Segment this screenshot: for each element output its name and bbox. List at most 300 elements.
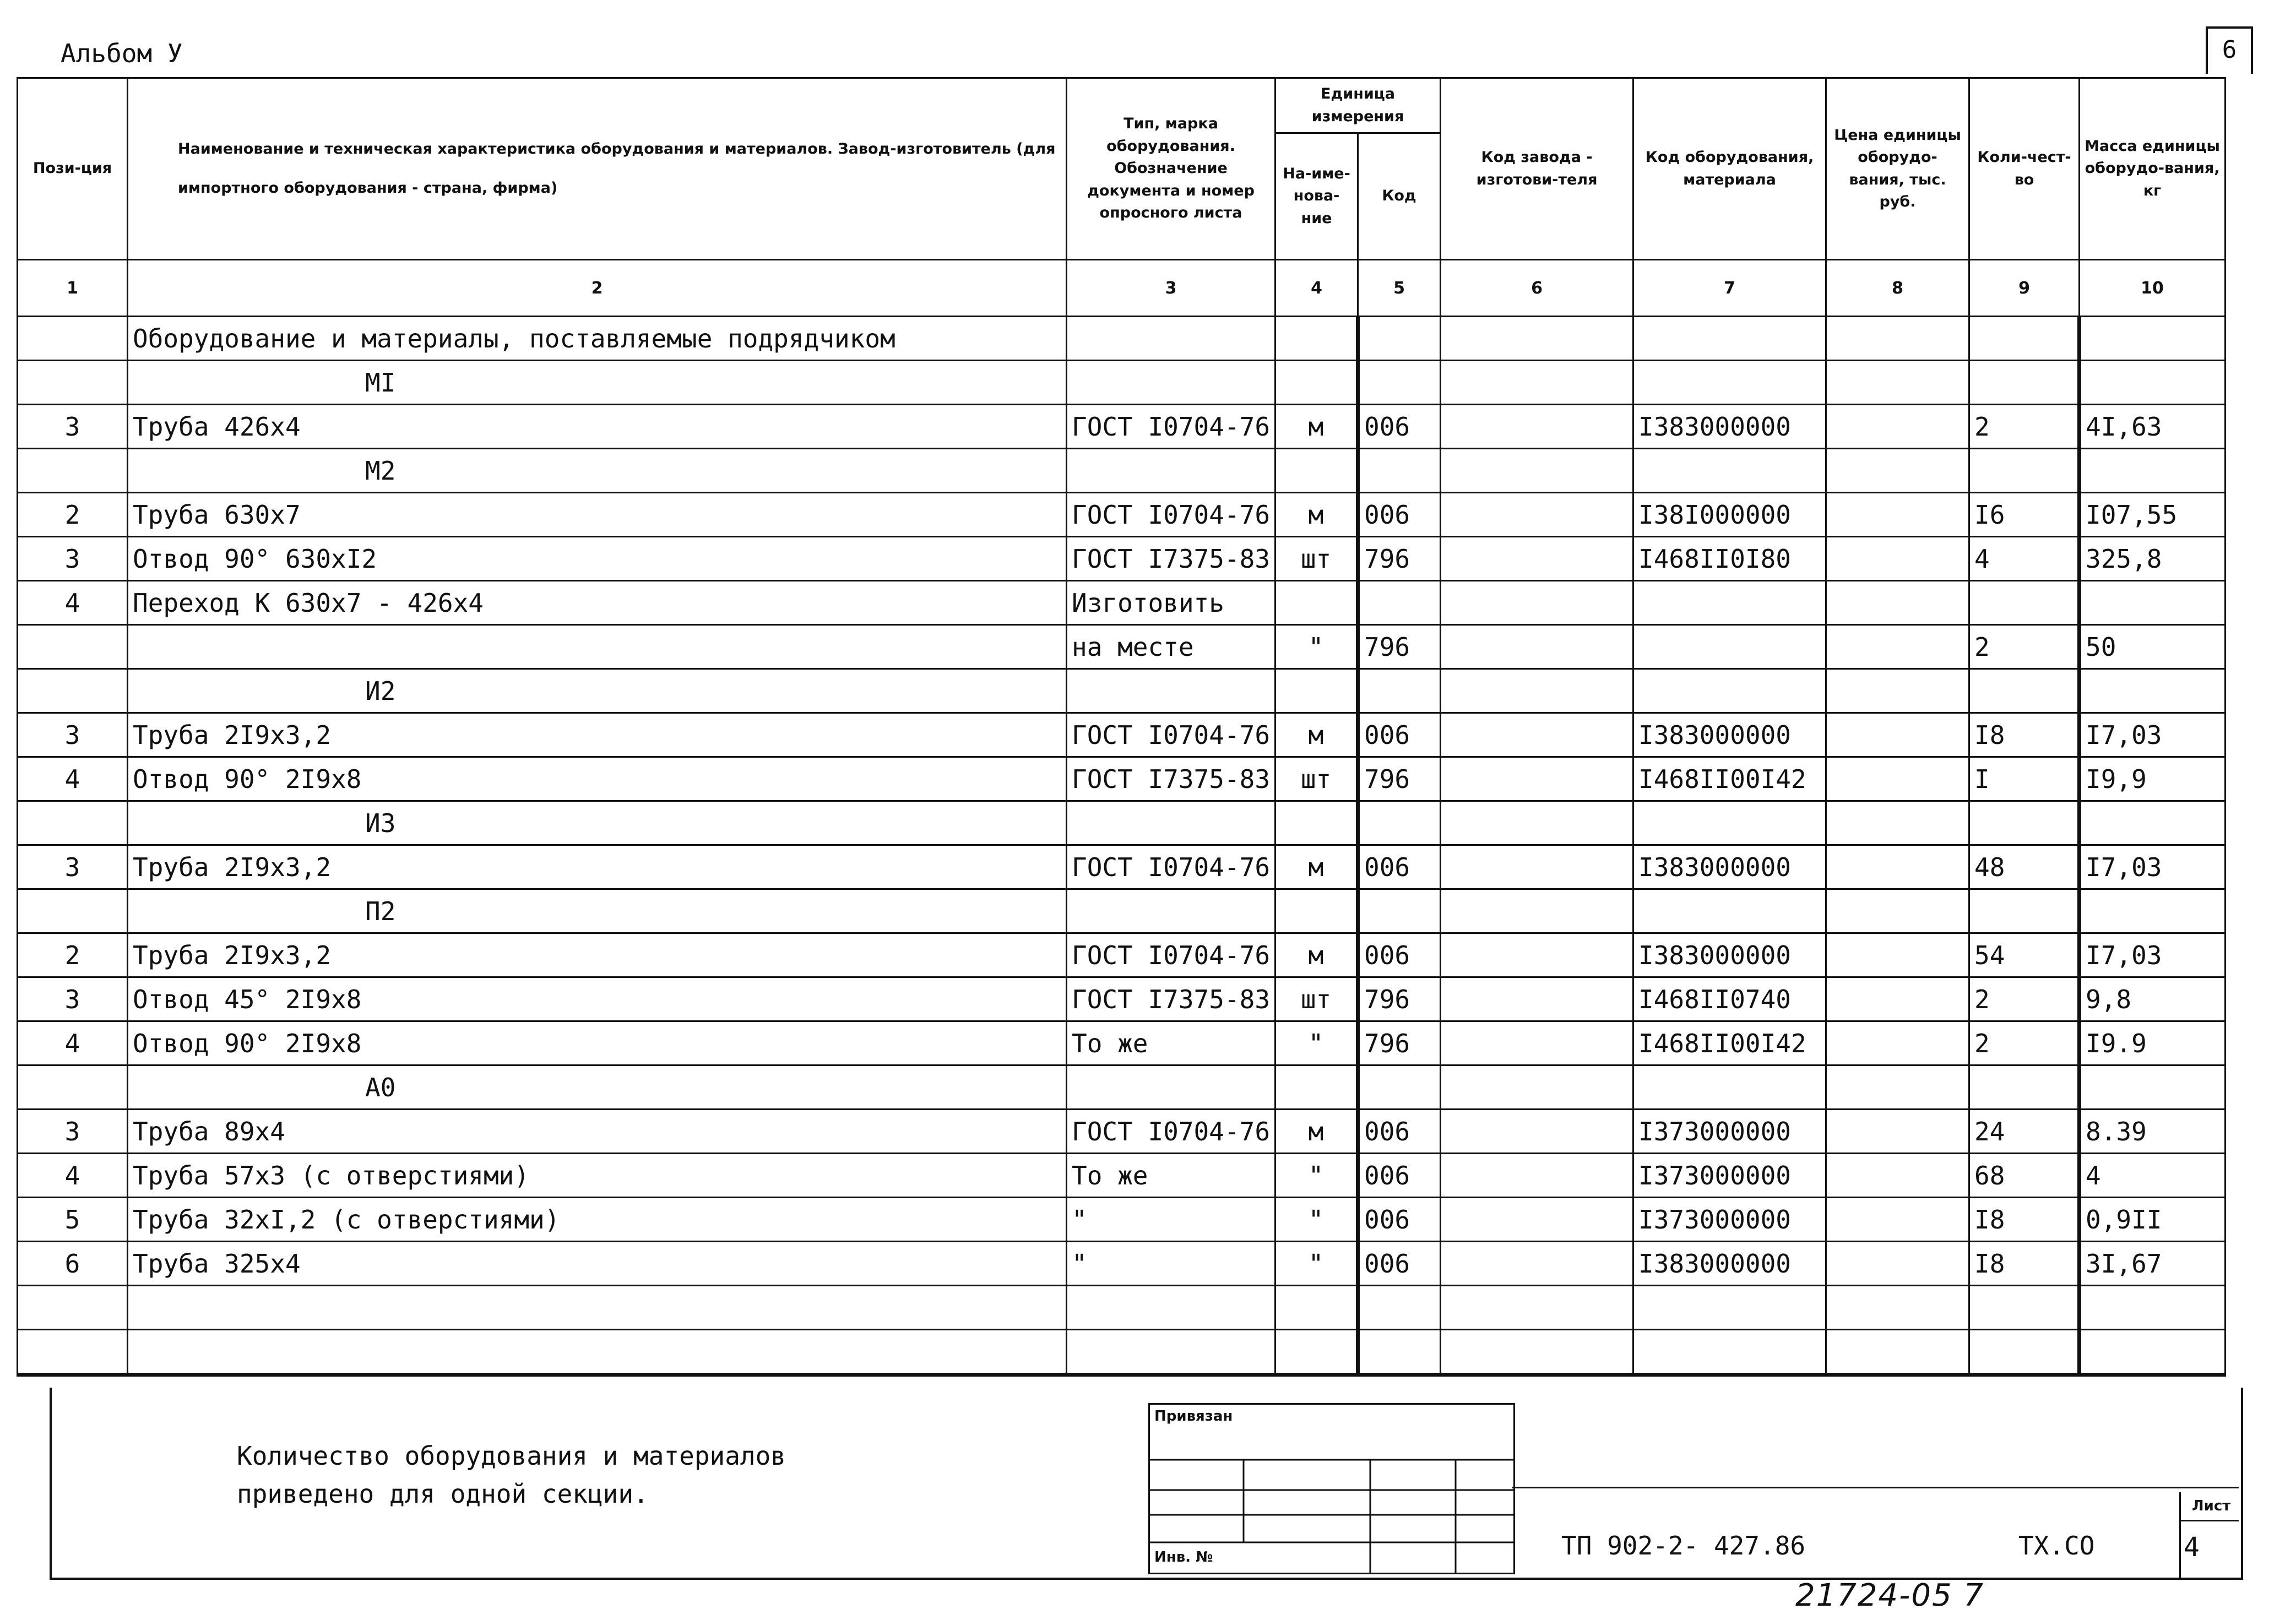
equipment-code-cell — [1633, 361, 1826, 405]
type-cell: ГОСТ I0704-76 — [1067, 1110, 1275, 1154]
equipment-code-cell: I468II00I42 — [1633, 1021, 1826, 1065]
quantity-cell — [1969, 317, 2080, 361]
type-cell: " — [1067, 1198, 1275, 1242]
table-row — [18, 845, 2226, 889]
type-cell — [1067, 669, 1275, 713]
group-label — [128, 801, 1067, 845]
quantity-cell: 2 — [1969, 977, 2080, 1021]
price-cell — [1826, 1330, 1969, 1375]
factory-code-cell — [1441, 493, 1633, 537]
unit-cell — [1275, 449, 1358, 493]
pos-cell: 2 — [18, 493, 128, 537]
quantity-cell: 2 — [1969, 1021, 2080, 1065]
header-unit-group: Единица измерения — [1275, 78, 1441, 133]
document-mark: ТХ.СО — [2018, 1531, 2095, 1561]
mass-cell: 325,8 — [2080, 537, 2226, 581]
header-name: Наименование и техническая характеристика оборудования и материалов. Завод-изготовитель (для импортного оборудования - страна, фирма) — [128, 78, 1067, 260]
column-number: 5 — [1358, 260, 1441, 317]
equipment-code-cell: I383000000 — [1633, 933, 1826, 977]
name-cell — [128, 1286, 1067, 1330]
type-cell — [1067, 361, 1275, 405]
table-row — [18, 977, 2226, 1021]
mass-cell — [2080, 889, 2226, 933]
factory-code-cell — [1441, 889, 1633, 933]
unit-cell: шт — [1275, 977, 1358, 1021]
pos-cell: 4 — [18, 1154, 128, 1198]
factory-code-cell — [1441, 625, 1633, 669]
equipment-code-cell: I468II0I80 — [1633, 537, 1826, 581]
equipment-code-cell — [1633, 1286, 1826, 1330]
type-cell — [1067, 1330, 1275, 1375]
pos-cell — [18, 1330, 128, 1375]
quantity-cell — [1969, 889, 2080, 933]
factory-code-cell — [1441, 581, 1633, 625]
factory-code-cell — [1441, 933, 1633, 977]
quantity-cell — [1969, 669, 2080, 713]
equipment-code-cell — [1633, 581, 1826, 625]
stamp-grid — [1150, 1405, 1513, 1573]
header-quantity: Коли-чест-во — [1969, 78, 2080, 260]
unit-cell: м — [1275, 405, 1358, 449]
quantity-cell — [1969, 449, 2080, 493]
unit-code-cell: 006 — [1358, 845, 1441, 889]
unit-code-cell — [1358, 801, 1441, 845]
binding-stamp — [1148, 1403, 1515, 1574]
unit-cell: " — [1275, 1154, 1358, 1198]
column-number: 2 — [128, 260, 1067, 317]
table-row — [18, 1330, 2226, 1375]
price-cell — [1826, 1198, 1969, 1242]
name-cell: Отвод 45° 2I9х8 — [128, 977, 1067, 1021]
pos-cell — [18, 801, 128, 845]
stamp-inventory-label: Инв. № — [1154, 1549, 1213, 1565]
group-label-text: И2 — [365, 676, 396, 706]
type-cell — [1067, 317, 1275, 361]
group-row — [18, 361, 2226, 405]
factory-code-cell — [1441, 537, 1633, 581]
unit-code-cell — [1358, 581, 1441, 625]
column-number: 7 — [1633, 260, 1826, 317]
factory-code-cell — [1441, 1242, 1633, 1286]
quantity-cell — [1969, 1065, 2080, 1110]
name-cell: Труба 2I9х3,2 — [128, 933, 1067, 977]
column-number: 9 — [1969, 260, 2080, 317]
quantity-cell: I — [1969, 757, 2080, 801]
factory-code-cell — [1441, 757, 1633, 801]
quantity-cell — [1969, 361, 2080, 405]
price-cell — [1826, 977, 1969, 1021]
unit-cell — [1275, 1065, 1358, 1110]
price-cell — [1826, 405, 1969, 449]
name-cell — [128, 1330, 1067, 1375]
group-row — [18, 889, 2226, 933]
quantity-cell — [1969, 1330, 2080, 1375]
name-cell: Труба 2I9х3,2 — [128, 713, 1067, 757]
unit-cell — [1275, 889, 1358, 933]
type-cell — [1067, 889, 1275, 933]
type-cell: ГОСТ I7375-83 — [1067, 977, 1275, 1021]
pos-cell — [18, 889, 128, 933]
type-cell: ГОСТ I7375-83 — [1067, 537, 1275, 581]
document-code: ТП 902-2- 427.86 — [1561, 1531, 1806, 1561]
unit-cell — [1275, 581, 1358, 625]
name-cell: Труба 57х3 (с отверстиями) — [128, 1154, 1067, 1198]
name-cell: Отвод 90° 2I9х8 — [128, 1021, 1067, 1065]
table-body — [18, 317, 2226, 1375]
unit-code-cell: 006 — [1358, 1242, 1441, 1286]
mass-cell — [2080, 581, 2226, 625]
note-line: Количество оборудования и материалов — [237, 1441, 786, 1471]
unit-code-cell — [1358, 317, 1441, 361]
table-row — [18, 537, 2226, 581]
factory-code-cell — [1441, 1154, 1633, 1198]
table-row — [18, 713, 2226, 757]
unit-cell: м — [1275, 933, 1358, 977]
quantity-cell: I8 — [1969, 1242, 2080, 1286]
unit-cell — [1275, 1286, 1358, 1330]
pos-cell — [18, 625, 128, 669]
unit-cell — [1275, 801, 1358, 845]
name-cell: Труба 630х7 — [128, 493, 1067, 537]
group-label — [128, 1065, 1067, 1110]
mass-cell: I7,03 — [2080, 933, 2226, 977]
name-cell: Труба 32хI,2 (с отверстиями) — [128, 1198, 1067, 1242]
table-row — [18, 493, 2226, 537]
mass-cell: I9.9 — [2080, 1021, 2226, 1065]
mass-cell: 8.39 — [2080, 1110, 2226, 1154]
group-label-text: М2 — [365, 455, 396, 486]
unit-cell: шт — [1275, 537, 1358, 581]
price-cell — [1826, 845, 1969, 889]
price-cell — [1826, 1021, 1969, 1065]
mass-cell — [2080, 1330, 2226, 1375]
pos-cell — [18, 1065, 128, 1110]
equipment-code-cell: I373000000 — [1633, 1198, 1826, 1242]
group-row — [18, 1065, 2226, 1110]
price-cell — [1826, 361, 1969, 405]
unit-cell: м — [1275, 845, 1358, 889]
type-cell — [1067, 1065, 1275, 1110]
equipment-code-cell: I468II00I42 — [1633, 757, 1826, 801]
column-number: 3 — [1067, 260, 1275, 317]
header-unit-name: На-име-нова-ние — [1275, 133, 1358, 260]
factory-code-cell — [1441, 1110, 1633, 1154]
mass-cell: 9,8 — [2080, 977, 2226, 1021]
equipment-code-cell: I383000000 — [1633, 845, 1826, 889]
mass-cell — [2080, 1065, 2226, 1110]
group-label-text: П2 — [365, 896, 396, 926]
price-cell — [1826, 1065, 1969, 1110]
quantity-cell: I6 — [1969, 493, 2080, 537]
header-pos: Пози-ция — [18, 78, 128, 260]
type-cell: ГОСТ I0704-76 — [1067, 845, 1275, 889]
table-row — [18, 1286, 2226, 1330]
unit-cell: " — [1275, 1021, 1358, 1065]
type-cell: ГОСТ I0704-76 — [1067, 713, 1275, 757]
quantity-cell: 4 — [1969, 537, 2080, 581]
equipment-code-cell: I373000000 — [1633, 1110, 1826, 1154]
equipment-code-cell: I383000000 — [1633, 1242, 1826, 1286]
mass-cell — [2080, 449, 2226, 493]
unit-cell: " — [1275, 1198, 1358, 1242]
mass-cell — [2080, 317, 2226, 361]
price-cell — [1826, 537, 1969, 581]
factory-code-cell — [1441, 669, 1633, 713]
table-header — [18, 78, 2226, 317]
mass-cell: 0,9II — [2080, 1198, 2226, 1242]
group-label — [128, 669, 1067, 713]
group-row — [18, 449, 2226, 493]
header-unit-code: Код — [1358, 133, 1441, 260]
unit-code-cell — [1358, 889, 1441, 933]
unit-cell: " — [1275, 625, 1358, 669]
group-row — [18, 669, 2226, 713]
quantity-cell: I8 — [1969, 1198, 2080, 1242]
unit-code-cell: 006 — [1358, 493, 1441, 537]
equipment-code-cell — [1633, 801, 1826, 845]
album-label: Альбом У — [61, 39, 183, 68]
price-cell — [1826, 625, 1969, 669]
price-cell — [1826, 713, 1969, 757]
mass-cell: 3I,67 — [2080, 1242, 2226, 1286]
price-cell — [1826, 493, 1969, 537]
unit-cell — [1275, 1330, 1358, 1375]
column-number-row — [18, 260, 2226, 317]
equipment-code-cell: I383000000 — [1633, 405, 1826, 449]
column-number: 1 — [18, 260, 128, 317]
quantity-cell: 48 — [1969, 845, 2080, 889]
page-number: 6 — [2222, 35, 2237, 64]
unit-cell: м — [1275, 493, 1358, 537]
pos-cell — [18, 449, 128, 493]
unit-code-cell — [1358, 1330, 1441, 1375]
price-cell — [1826, 1110, 1969, 1154]
price-cell — [1826, 317, 1969, 361]
price-cell — [1826, 669, 1969, 713]
pos-cell: 3 — [18, 1110, 128, 1154]
quantity-cell: 68 — [1969, 1154, 2080, 1198]
name-cell: Отвод 90° 2I9х8 — [128, 757, 1067, 801]
group-label-text: МI — [365, 367, 396, 398]
quantity-cell — [1969, 801, 2080, 845]
factory-code-cell — [1441, 1021, 1633, 1065]
sheet-number: 4 — [2184, 1532, 2200, 1563]
type-cell: на месте — [1067, 625, 1275, 669]
factory-code-cell — [1441, 1065, 1633, 1110]
equipment-code-cell — [1633, 625, 1826, 669]
column-number: 8 — [1826, 260, 1969, 317]
equipment-code-cell: I38I000000 — [1633, 493, 1826, 537]
price-cell — [1826, 933, 1969, 977]
unit-code-cell: 796 — [1358, 977, 1441, 1021]
pos-cell: 2 — [18, 933, 128, 977]
title-block-divider — [1512, 1487, 2239, 1488]
unit-code-cell: 796 — [1358, 625, 1441, 669]
table-row — [18, 1021, 2226, 1065]
price-cell — [1826, 801, 1969, 845]
factory-code-cell — [1441, 801, 1633, 845]
sheet-label: Лист — [2192, 1498, 2231, 1514]
table-row — [18, 1242, 2226, 1286]
type-cell: То же — [1067, 1021, 1275, 1065]
type-cell: Изготовить — [1067, 581, 1275, 625]
pos-cell — [18, 1286, 128, 1330]
equipment-code-cell — [1633, 1330, 1826, 1375]
pos-cell: 6 — [18, 1242, 128, 1286]
factory-code-cell — [1441, 317, 1633, 361]
factory-code-cell — [1441, 713, 1633, 757]
pos-cell: 4 — [18, 1021, 128, 1065]
table-row — [18, 1198, 2226, 1242]
header-mass: Масса единицы оборудо-вания, кг — [2080, 78, 2226, 260]
header-equipment-code: Код оборудования, материала — [1633, 78, 1826, 260]
equipment-code-cell — [1633, 1065, 1826, 1110]
quantity-cell: 24 — [1969, 1110, 2080, 1154]
column-number: 4 — [1275, 260, 1358, 317]
mass-cell: I7,03 — [2080, 845, 2226, 889]
name-cell: Переход К 630х7 - 426х4 — [128, 581, 1067, 625]
price-cell — [1826, 1154, 1969, 1198]
type-cell: ГОСТ I0704-76 — [1067, 405, 1275, 449]
mass-cell: 50 — [2080, 625, 2226, 669]
column-number: 6 — [1441, 260, 1633, 317]
equipment-code-cell — [1633, 317, 1826, 361]
unit-cell: м — [1275, 713, 1358, 757]
price-cell — [1826, 757, 1969, 801]
mass-cell: 4I,63 — [2080, 405, 2226, 449]
factory-code-cell — [1441, 405, 1633, 449]
unit-code-cell: 796 — [1358, 757, 1441, 801]
mass-cell: I9,9 — [2080, 757, 2226, 801]
pos-cell: 3 — [18, 977, 128, 1021]
unit-code-cell: 006 — [1358, 933, 1441, 977]
mass-cell: 4 — [2080, 1154, 2226, 1198]
quantity-cell: 2 — [1969, 625, 2080, 669]
unit-code-cell: 006 — [1358, 713, 1441, 757]
group-label-text: И3 — [365, 808, 396, 838]
name-cell: Труба 426х4 — [128, 405, 1067, 449]
type-cell — [1067, 801, 1275, 845]
type-cell: ГОСТ I0704-76 — [1067, 933, 1275, 977]
type-cell: То же — [1067, 1154, 1275, 1198]
price-cell — [1826, 449, 1969, 493]
quantity-cell — [1969, 1286, 2080, 1330]
price-cell — [1826, 1286, 1969, 1330]
table-row — [18, 933, 2226, 977]
table-row — [18, 581, 2226, 625]
unit-code-cell: 006 — [1358, 1198, 1441, 1242]
equipment-code-cell: I468II0740 — [1633, 977, 1826, 1021]
unit-cell — [1275, 317, 1358, 361]
sheet-divider — [2179, 1520, 2239, 1521]
unit-code-cell: 006 — [1358, 405, 1441, 449]
pos-cell — [18, 669, 128, 713]
name-cell: Труба 325х4 — [128, 1242, 1067, 1286]
quantity-cell — [1969, 581, 2080, 625]
factory-code-cell — [1441, 977, 1633, 1021]
unit-cell — [1275, 361, 1358, 405]
mass-cell — [2080, 361, 2226, 405]
stamp-bound-label: Привязан — [1154, 1408, 1233, 1425]
unit-cell: м — [1275, 1110, 1358, 1154]
pos-cell — [18, 361, 128, 405]
pos-cell: 3 — [18, 845, 128, 889]
type-cell — [1067, 1286, 1275, 1330]
factory-code-cell — [1441, 449, 1633, 493]
pos-cell: 4 — [18, 581, 128, 625]
table-row — [18, 1110, 2226, 1154]
header-factory-code: Код завода - изготови-теля — [1441, 78, 1633, 260]
column-number: 10 — [2080, 260, 2226, 317]
pos-cell: 3 — [18, 405, 128, 449]
type-cell: " — [1067, 1242, 1275, 1286]
name-cell — [128, 625, 1067, 669]
equipment-code-cell — [1633, 889, 1826, 933]
factory-code-cell — [1441, 1330, 1633, 1375]
group-label-text: А0 — [365, 1072, 396, 1102]
group-label — [128, 889, 1067, 933]
pos-cell: 3 — [18, 537, 128, 581]
unit-cell: " — [1275, 1242, 1358, 1286]
factory-code-cell — [1441, 361, 1633, 405]
unit-code-cell: 796 — [1358, 537, 1441, 581]
page-number-box — [2206, 26, 2253, 74]
unit-code-cell — [1358, 449, 1441, 493]
table-row — [18, 625, 2226, 669]
group-label — [128, 449, 1067, 493]
group-row — [18, 801, 2226, 845]
note-line: приведено для одной секции. — [237, 1479, 649, 1509]
name-cell: Труба 2I9х3,2 — [128, 845, 1067, 889]
mass-cell — [2080, 669, 2226, 713]
unit-code-cell — [1358, 1065, 1441, 1110]
pos-cell: 5 — [18, 1198, 128, 1242]
equipment-code-cell — [1633, 449, 1826, 493]
mass-cell — [2080, 801, 2226, 845]
name-cell: Отвод 90° 630хI2 — [128, 537, 1067, 581]
mass-cell: I7,03 — [2080, 713, 2226, 757]
name-cell: Труба 89х4 — [128, 1110, 1067, 1154]
footer-note — [237, 1437, 786, 1513]
header-price: Цена единицы оборудо-вания, тыс. руб. — [1826, 78, 1969, 260]
table-row — [18, 757, 2226, 801]
quantity-cell: 2 — [1969, 405, 2080, 449]
equipment-code-cell: I373000000 — [1633, 1154, 1826, 1198]
group-label — [128, 361, 1067, 405]
factory-code-cell — [1441, 1286, 1633, 1330]
unit-cell: шт — [1275, 757, 1358, 801]
pos-cell — [18, 317, 128, 361]
factory-code-cell — [1441, 1198, 1633, 1242]
header-type: Тип, марка оборудования. Обозначение документа и номер опросного листа — [1067, 78, 1275, 260]
quantity-cell: 54 — [1969, 933, 2080, 977]
unit-code-cell — [1358, 361, 1441, 405]
unit-cell — [1275, 669, 1358, 713]
unit-code-cell: 796 — [1358, 1021, 1441, 1065]
mass-cell — [2080, 1286, 2226, 1330]
quantity-cell: I8 — [1969, 713, 2080, 757]
table-row — [18, 317, 2226, 361]
pos-cell: 4 — [18, 757, 128, 801]
pos-cell: 3 — [18, 713, 128, 757]
unit-code-cell: 006 — [1358, 1154, 1441, 1198]
type-cell — [1067, 449, 1275, 493]
unit-code-cell: 006 — [1358, 1110, 1441, 1154]
equipment-code-cell: I383000000 — [1633, 713, 1826, 757]
type-cell: ГОСТ I7375-83 — [1067, 757, 1275, 801]
price-cell — [1826, 581, 1969, 625]
mass-cell: I07,55 — [2080, 493, 2226, 537]
